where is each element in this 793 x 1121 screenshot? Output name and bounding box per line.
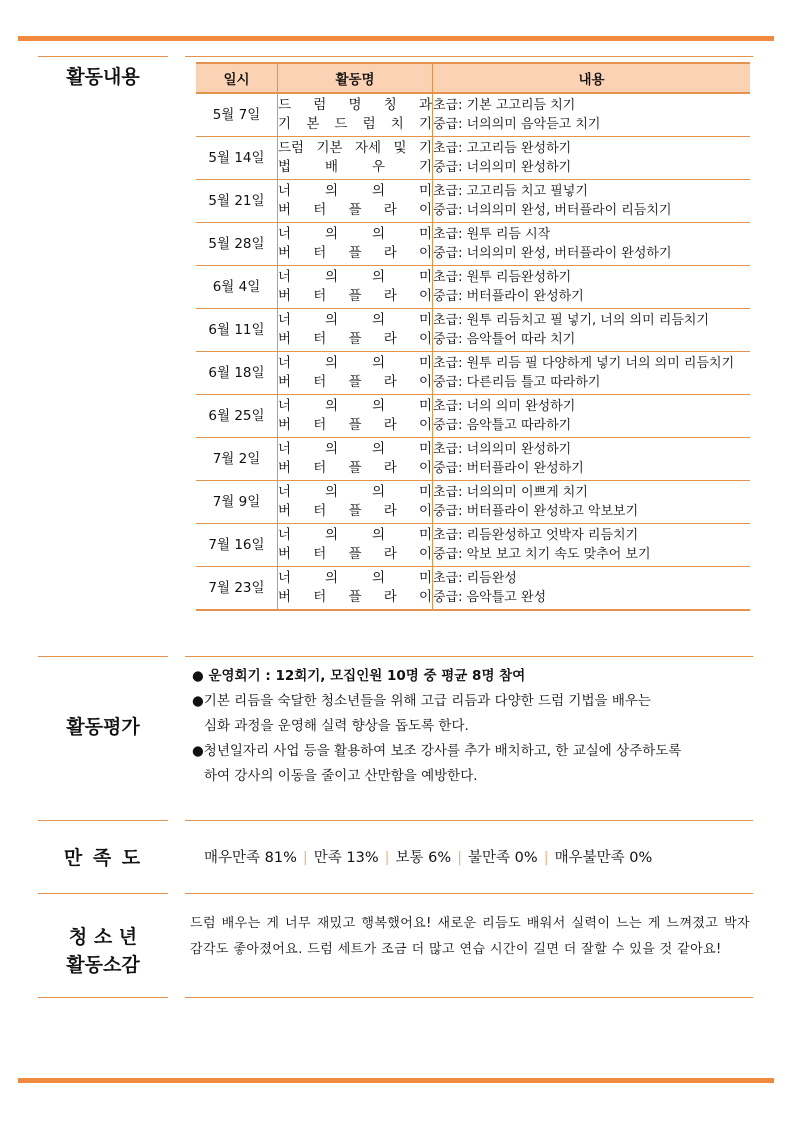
evaluation-section-line-left xyxy=(38,656,168,657)
content-intermediate: 중급: 너의의미 음악듣고 치기 xyxy=(433,117,601,132)
content-intermediate: 중급: 버터플라이 완성하기 xyxy=(433,289,584,304)
table-row xyxy=(196,137,750,180)
header-activity-name: 활동명 xyxy=(278,63,433,93)
row-activity-name xyxy=(278,481,433,524)
row-date: 5월 21일 xyxy=(196,180,278,223)
content-beginner: 초급: 너의의미 이쁘게 치기 xyxy=(433,485,588,500)
separator: | xyxy=(302,850,308,866)
row-content xyxy=(433,481,751,524)
evaluation-section-line-right xyxy=(185,656,753,657)
activity-name-line-2: 기 본 드 럼 치 기 xyxy=(278,116,432,132)
content-beginner: 초급: 고고리듬 완성하기 xyxy=(433,141,572,156)
bottom-rule xyxy=(18,1078,774,1083)
content-intermediate: 중급: 너의의미 완성하기 xyxy=(433,160,572,175)
row-activity-name xyxy=(278,567,433,611)
row-activity-name xyxy=(278,309,433,352)
satisfaction-very-dissatisfied: 매우불만족 0% xyxy=(554,850,653,866)
activity-name-line-2: 버 터 플 라 이 xyxy=(278,460,432,476)
activity-name-line-2: 버 터 플 라 이 xyxy=(278,331,432,347)
row-date: 7월 2일 xyxy=(196,438,278,481)
row-date: 6월 18일 xyxy=(196,352,278,395)
section-title-evaluation: 활동평가 xyxy=(66,716,140,738)
activity-name-line-1: 너 의 의 미 xyxy=(278,183,432,199)
separator: | xyxy=(384,850,390,866)
activity-name-line-1: 드럼 기본 자세 및 기 xyxy=(278,140,432,156)
activity-name-line-2: 버 터 플 라 이 xyxy=(278,417,432,433)
row-content xyxy=(433,309,751,352)
evaluation-bullet-advanced-1: ●기본 리듬을 숙달한 청소년들을 위해 고급 리듬과 다양한 드럼 기법을 배우는 xyxy=(192,693,651,709)
activity-section-line-left xyxy=(38,56,168,57)
content-intermediate: 중급: 버터플라이 완성하기 xyxy=(433,461,584,476)
evaluation-bullet-operation: ● 운영회기 : 12회기, 모집인원 10명 중 평균 8명 참여 xyxy=(192,668,526,684)
separator: | xyxy=(543,850,549,866)
row-activity-name xyxy=(278,524,433,567)
activity-name-line-2: 버 터 플 라 이 xyxy=(278,546,432,562)
activity-name-line-1: 너 의 의 미 xyxy=(278,570,432,586)
review-text: 드럼 배우는 게 너무 재밌고 행복했어요! 새로운 리듬도 배워서 실력이 느는 게 느껴졌고 박자 감각도 좋아졌어요. 드럼 세트가 조금 더 많고 연습 시간이 길면 더 잘할 수 있을 것 같아요! xyxy=(190,916,750,957)
content-beginner: 초급: 원투 리듬 필 다양하게 넣기 너의 의미 리듬치기 xyxy=(433,356,735,371)
activity-section-line-right xyxy=(185,56,753,57)
satisfaction-neutral: 보통 6% xyxy=(395,850,452,866)
table-row xyxy=(196,266,750,309)
activity-name-line-1: 너 의 의 미 xyxy=(278,484,432,500)
header-date: 일시 xyxy=(196,63,278,93)
row-date: 6월 4일 xyxy=(196,266,278,309)
activity-name-line-2: 버 터 플 라 이 xyxy=(278,589,432,605)
evaluation-bullet-advanced-2: 심화 과정을 운영해 실력 향상을 돕도록 한다. xyxy=(204,718,469,734)
content-intermediate: 중급: 악보 보고 치기 속도 맞추어 보기 xyxy=(433,547,651,562)
activity-name-line-1: 너 의 의 미 xyxy=(278,441,432,457)
activity-name-line-1: 너 의 의 미 xyxy=(278,269,432,285)
row-activity-name xyxy=(278,93,433,137)
separator: | xyxy=(457,850,463,866)
content-beginner: 초급: 리듬완성하고 엇박자 리듬치기 xyxy=(433,528,639,543)
content-intermediate: 중급: 음악틀고 따라하기 xyxy=(433,418,572,433)
row-content xyxy=(433,223,751,266)
review-section-line-left xyxy=(38,893,168,894)
activity-table-body xyxy=(196,93,750,610)
top-rule xyxy=(18,36,774,41)
evaluation-bullet-assistant-1: ●청년일자리 사업 등을 활용하여 보조 강사를 추가 배치하고, 한 교실에 상주하도록 xyxy=(192,743,682,759)
content-beginner: 초급: 너의 의미 완성하기 xyxy=(433,399,576,414)
row-content xyxy=(433,524,751,567)
satisfaction-very-satisfied: 매우만족 81% xyxy=(204,850,297,866)
content-beginner: 초급: 너의의미 완성하기 xyxy=(433,442,572,457)
row-activity-name xyxy=(278,137,433,180)
row-content xyxy=(433,395,751,438)
table-row xyxy=(196,93,750,137)
table-row xyxy=(196,309,750,352)
content-intermediate: 중급: 음악틀고 완성 xyxy=(433,590,547,605)
review-section-line-right xyxy=(185,893,753,894)
row-activity-name xyxy=(278,266,433,309)
row-content xyxy=(433,266,751,309)
satisfaction-section-line-left xyxy=(38,820,168,821)
row-date: 7월 23일 xyxy=(196,567,278,611)
content-beginner: 초급: 원투 리듬 시작 xyxy=(433,227,551,242)
row-activity-name xyxy=(278,223,433,266)
content-beginner: 초급: 리듬완성 xyxy=(433,571,517,586)
activity-name-line-2: 버 터 플 라 이 xyxy=(278,503,432,519)
activity-name-line-1: 너 의 의 미 xyxy=(278,398,432,414)
activity-name-line-2: 버 터 플 라 이 xyxy=(278,374,432,390)
content-beginner: 초급: 고고리듬 치고 필넣기 xyxy=(433,184,588,199)
activity-name-line-2: 버 터 플 라 이 xyxy=(278,245,432,261)
activity-name-line-1: 너 의 의 미 xyxy=(278,527,432,543)
row-content xyxy=(433,93,751,137)
evaluation-text xyxy=(192,664,752,789)
section-title-satisfaction: 만 족 도 xyxy=(63,847,143,869)
activity-name-line-2: 버 터 플 라 이 xyxy=(278,202,432,218)
content-intermediate: 중급: 너의의미 완성, 버터플라이 리듬치기 xyxy=(433,203,672,218)
row-activity-name xyxy=(278,180,433,223)
content-beginner: 초급: 기본 고고리듬 치기 xyxy=(433,98,576,113)
content-intermediate: 중급: 음악틀어 따라 치기 xyxy=(433,332,576,347)
row-activity-name xyxy=(278,438,433,481)
row-content xyxy=(433,567,751,611)
table-row xyxy=(196,395,750,438)
review-section-bottom-line-right xyxy=(185,997,753,998)
row-content xyxy=(433,352,751,395)
table-row xyxy=(196,524,750,567)
content-intermediate: 중급: 버터플라이 완성하고 악보보기 xyxy=(433,504,639,519)
table-row xyxy=(196,438,750,481)
satisfaction-dissatisfied: 불만족 0% xyxy=(468,850,538,866)
row-content xyxy=(433,180,751,223)
table-row xyxy=(196,567,750,611)
row-date: 5월 14일 xyxy=(196,137,278,180)
row-date: 6월 11일 xyxy=(196,309,278,352)
content-intermediate: 중급: 너의의미 완성, 버터플라이 완성하기 xyxy=(433,246,672,261)
header-content: 내용 xyxy=(433,63,751,93)
table-row xyxy=(196,481,750,524)
row-date: 5월 7일 xyxy=(196,93,278,137)
row-activity-name xyxy=(278,352,433,395)
row-content xyxy=(433,438,751,481)
evaluation-bullet-assistant-2: 하여 강사의 이동을 줄이고 산만함을 예방한다. xyxy=(204,768,478,784)
row-date: 5월 28일 xyxy=(196,223,278,266)
content-intermediate: 중급: 다른리듬 틀고 따라하기 xyxy=(433,375,601,390)
row-activity-name xyxy=(278,395,433,438)
activity-table xyxy=(196,62,750,611)
section-title-activity: 활동내용 xyxy=(66,66,140,88)
table-row xyxy=(196,352,750,395)
activity-name-line-1: 너 의 의 미 xyxy=(278,226,432,242)
activity-name-line-2: 법 배 우 기 xyxy=(278,159,432,175)
content-beginner: 초급: 원투 리듬완성하기 xyxy=(433,270,572,285)
activity-name-line-1: 너 의 의 미 xyxy=(278,312,432,328)
row-date: 6월 25일 xyxy=(196,395,278,438)
review-section-bottom-line-left xyxy=(38,997,168,998)
activity-name-line-1: 드 럼 명 칭 과 xyxy=(278,97,432,113)
row-content xyxy=(433,137,751,180)
section-title-review-1: 청 소 년 xyxy=(68,926,138,948)
satisfaction-results xyxy=(204,846,652,867)
section-title-review-2: 활동소감 xyxy=(66,954,140,976)
satisfaction-section-line-right xyxy=(185,820,753,821)
satisfaction-satisfied: 만족 13% xyxy=(313,850,379,866)
row-date: 7월 9일 xyxy=(196,481,278,524)
table-row xyxy=(196,223,750,266)
table-row xyxy=(196,180,750,223)
activity-name-line-2: 버 터 플 라 이 xyxy=(278,288,432,304)
content-beginner: 초급: 원투 리듬치고 필 넣기, 너의 의미 리듬치기 xyxy=(433,313,710,328)
row-date: 7월 16일 xyxy=(196,524,278,567)
activity-name-line-1: 너 의 의 미 xyxy=(278,355,432,371)
